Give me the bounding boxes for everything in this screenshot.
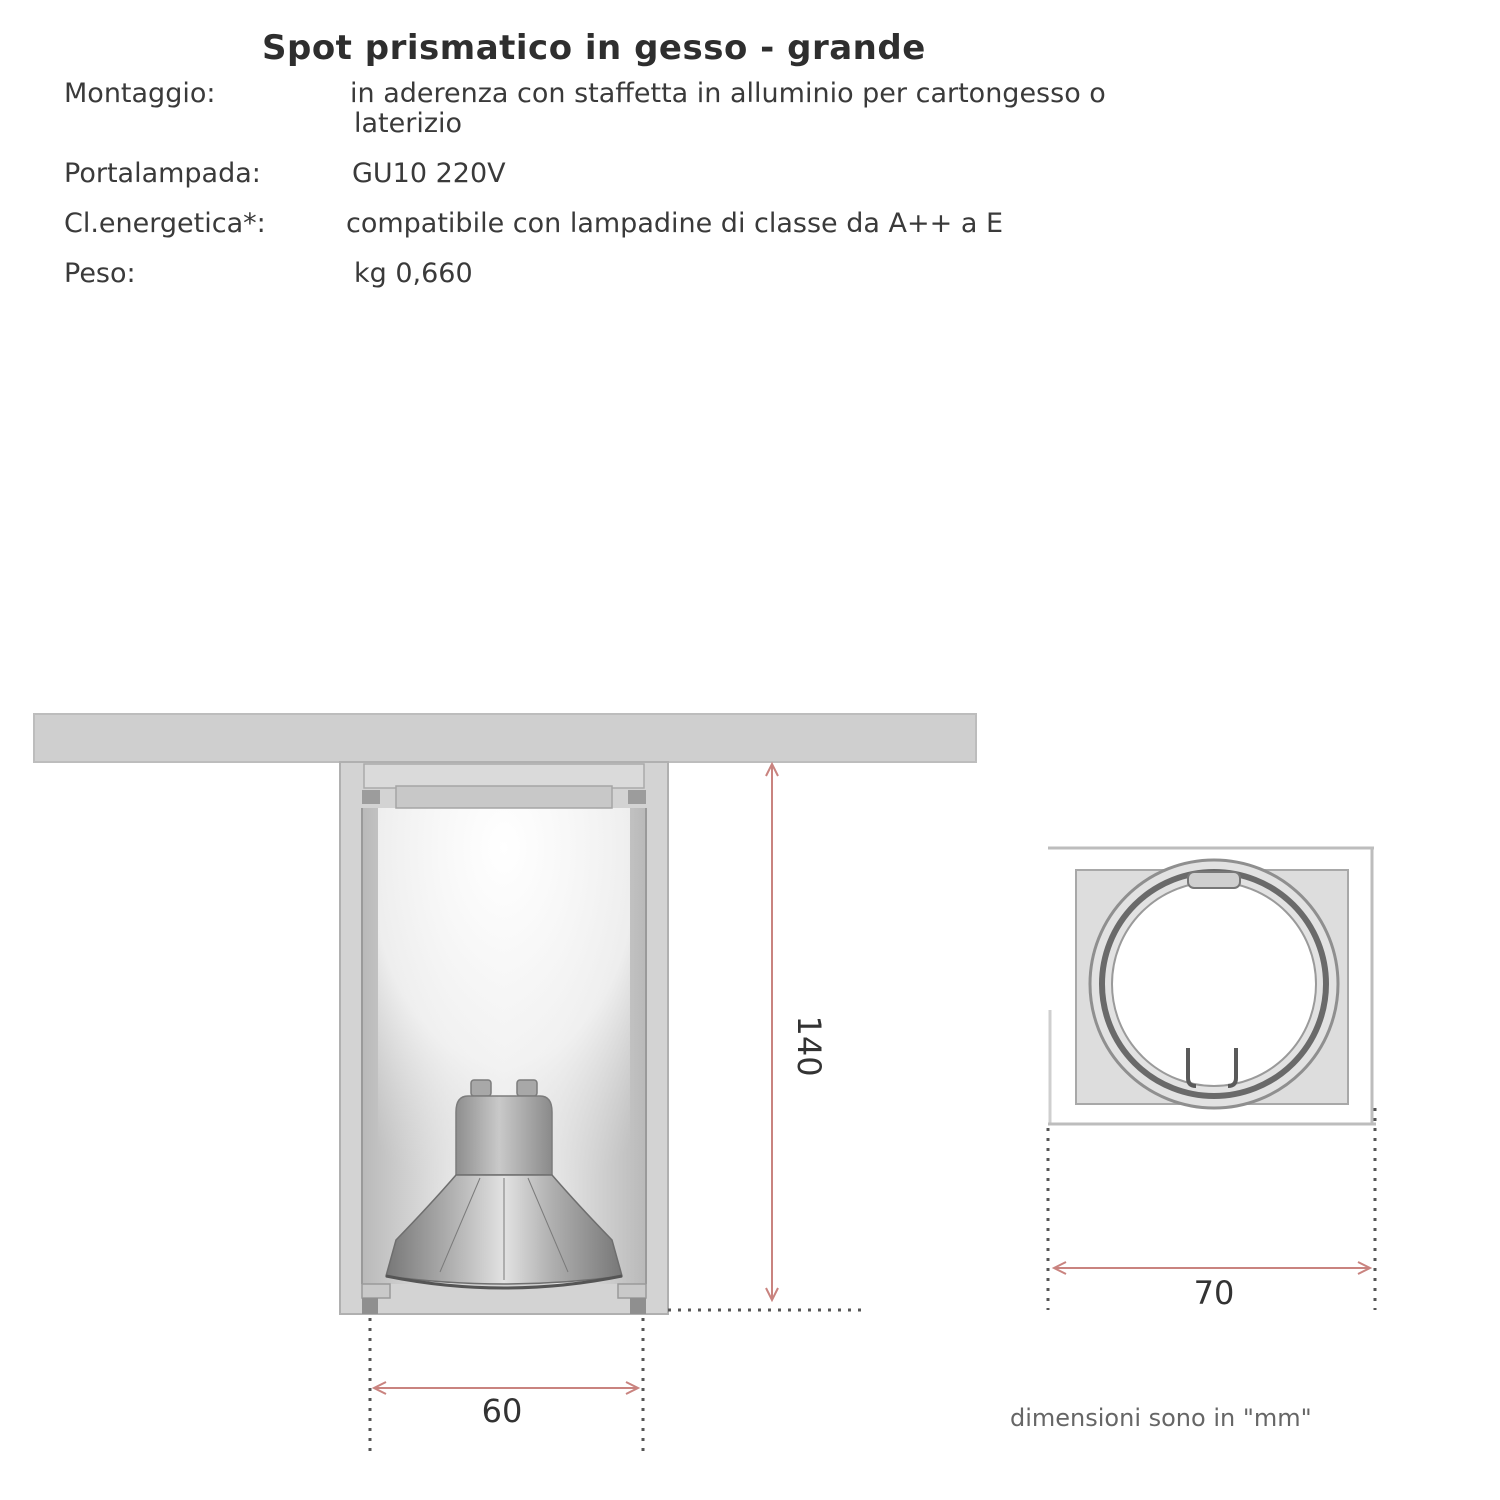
spec-value-lampholder: GU10 220V: [352, 158, 506, 189]
product-title: Spot prismatico in gesso - grande: [262, 28, 926, 68]
spec-value-mounting-line2: laterizio: [354, 108, 463, 139]
bottom-lip-left: [362, 1284, 390, 1298]
spec-value-energy-class: compatibile con lampadine di classe da A++ a E: [346, 208, 1004, 239]
spec-label-energy-class: Cl.energetica*:: [64, 208, 266, 239]
height-label: 140: [790, 1015, 828, 1077]
spec-label-lampholder: Portalampada:: [64, 158, 261, 189]
bottom-notch-left: [362, 1298, 378, 1314]
top-notch-right: [628, 790, 646, 804]
bottom-notch-right: [630, 1298, 646, 1314]
bottom-lip-right: [618, 1284, 646, 1298]
bulb-pin-left: [471, 1080, 491, 1096]
spec-value-mounting: in aderenza con staffetta in alluminio per cartongesso o: [350, 78, 1106, 109]
spec-label-mounting: Montaggio:: [64, 78, 216, 109]
bottom-view-inner-ring: [1112, 882, 1316, 1086]
height-dimension: [668, 764, 862, 1310]
outer-width-label: 70: [1193, 1274, 1235, 1312]
inner-width-dimension: [370, 1318, 643, 1452]
ceiling-slab: [34, 714, 976, 762]
inner-width-label: 60: [481, 1392, 523, 1430]
bulb-neck: [456, 1096, 552, 1175]
bulb-pin-right: [517, 1080, 537, 1096]
spec-label-weight: Peso:: [64, 258, 136, 289]
bracket: [396, 786, 612, 808]
spot-bottom-view: [1048, 848, 1376, 1124]
dimensions-note: dimensioni sono in "mm": [1010, 1404, 1312, 1432]
outer-width-dimension: [1048, 1108, 1375, 1312]
bottom-view-clip-top: [1188, 872, 1240, 888]
spec-value-weight: kg 0,660: [354, 258, 473, 289]
spot-side-view: [340, 762, 668, 1314]
top-notch-left: [362, 790, 380, 804]
top-cap: [364, 764, 644, 788]
